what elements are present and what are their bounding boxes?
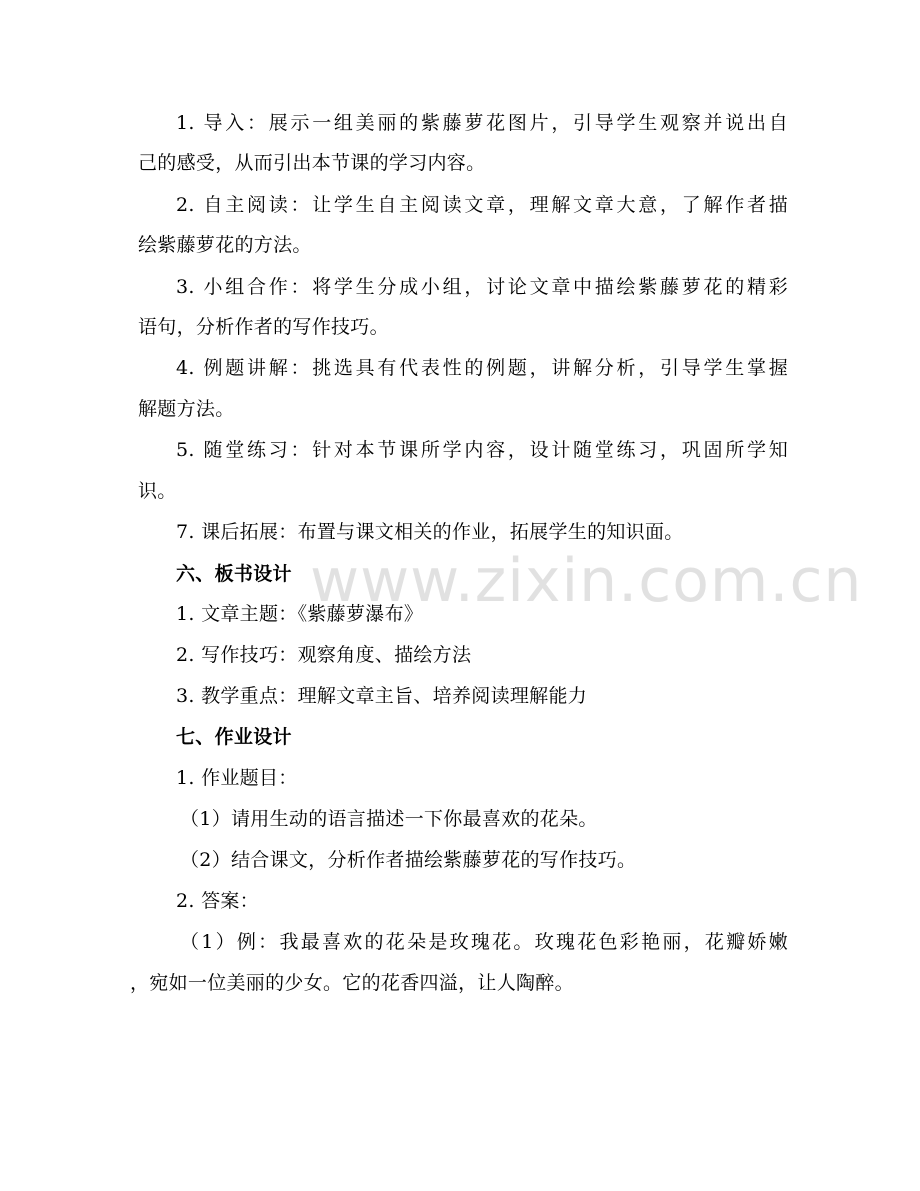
- step-4-line-2: 解题方法。: [138, 398, 235, 420]
- blackboard-item-2: 2. 写作技巧：观察角度、描绘方法: [176, 644, 472, 666]
- homework-question-2: （2）结合课文，分析作者描绘紫藤萝花的写作技巧。: [180, 849, 637, 871]
- blackboard-item-3: 3. 教学重点：理解文章主旨、培养阅读理解能力: [176, 685, 588, 707]
- homework-title: 1. 作业题目：: [176, 767, 298, 789]
- homework-question-1: （1）请用生动的语言描述一下你最喜欢的花朵。: [180, 808, 598, 830]
- step-5-line-2: 识。: [138, 480, 177, 502]
- answer-title: 2. 答案：: [176, 890, 259, 912]
- section-heading-homework: 七、作业设计: [176, 726, 292, 748]
- step-1-line-1: 1. 导入：展示一组美丽的紫藤萝花图片，引导学生观察并说出自: [176, 112, 788, 134]
- step-7-line: 7. 课后拓展：布置与课文相关的作业，拓展学生的知识面。: [176, 521, 684, 543]
- step-3-line-2: 语句，分析作者的写作技巧。: [138, 316, 389, 338]
- step-4-line-1: 4. 例题讲解：挑选具有代表性的例题，讲解分析，引导学生掌握: [176, 357, 788, 379]
- step-2-line-2: 绘紫藤萝花的方法。: [138, 234, 312, 256]
- watermark: www.zixin.com.cn: [310, 546, 863, 616]
- section-heading-blackboard: 六、板书设计: [176, 563, 292, 585]
- step-2-line-1: 2. 自主阅读：让学生自主阅读文章，理解文章大意，了解作者描: [176, 194, 788, 216]
- step-1-line-2: 己的感受，从而引出本节课的学习内容。: [138, 152, 486, 174]
- step-5-line-1: 5. 随堂练习：针对本节课所学内容，设计随堂练习，巩固所学知: [176, 439, 788, 461]
- answer-line-1: （1）例：我最喜欢的花朵是玫瑰花。玫瑰花色彩艳丽，花瓣娇嫩: [180, 931, 788, 953]
- answer-line-2: ，宛如一位美丽的少女。它的花香四溢，让人陶醉。: [130, 972, 574, 994]
- blackboard-item-1: 1. 文章主题：《紫藤萝瀑布》: [176, 603, 424, 625]
- step-3-line-1: 3. 小组合作：将学生分成小组，讨论文章中描绘紫藤萝花的精彩: [176, 276, 788, 298]
